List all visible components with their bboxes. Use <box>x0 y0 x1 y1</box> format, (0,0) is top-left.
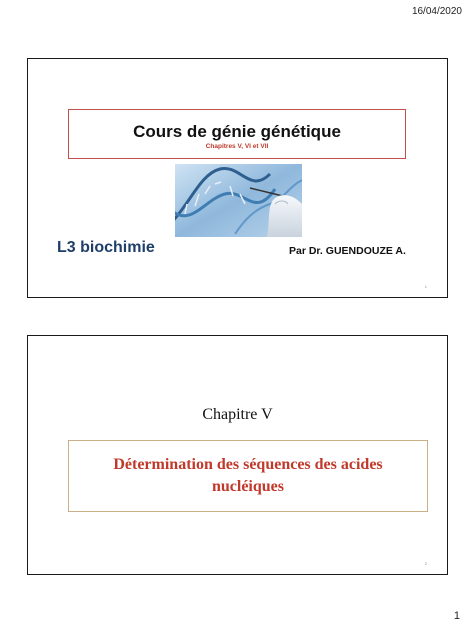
course-title: Cours de génie génétique <box>133 122 341 141</box>
chapter-title-box <box>68 440 428 512</box>
slide-2 <box>27 335 448 575</box>
page-number: 1 <box>453 610 460 622</box>
author-label: Par Dr. GUENDOUZE A. <box>289 245 406 257</box>
slide-1 <box>27 58 448 298</box>
slide-number: 1 <box>424 284 427 289</box>
course-subtitle: Chapitres V, VI et VII <box>205 143 269 150</box>
title-box <box>68 109 406 159</box>
header-date: 16/04/2020 <box>411 6 462 17</box>
slide-number: 2 <box>424 561 427 566</box>
dna-illustration-icon <box>175 164 302 237</box>
dna-helix-image <box>175 164 302 237</box>
chapter-title: Détermination des séquences des acides nucléiques <box>113 456 383 495</box>
chapter-label: Chapitre V <box>202 406 273 423</box>
level-label: L3 biochimie <box>57 239 155 256</box>
